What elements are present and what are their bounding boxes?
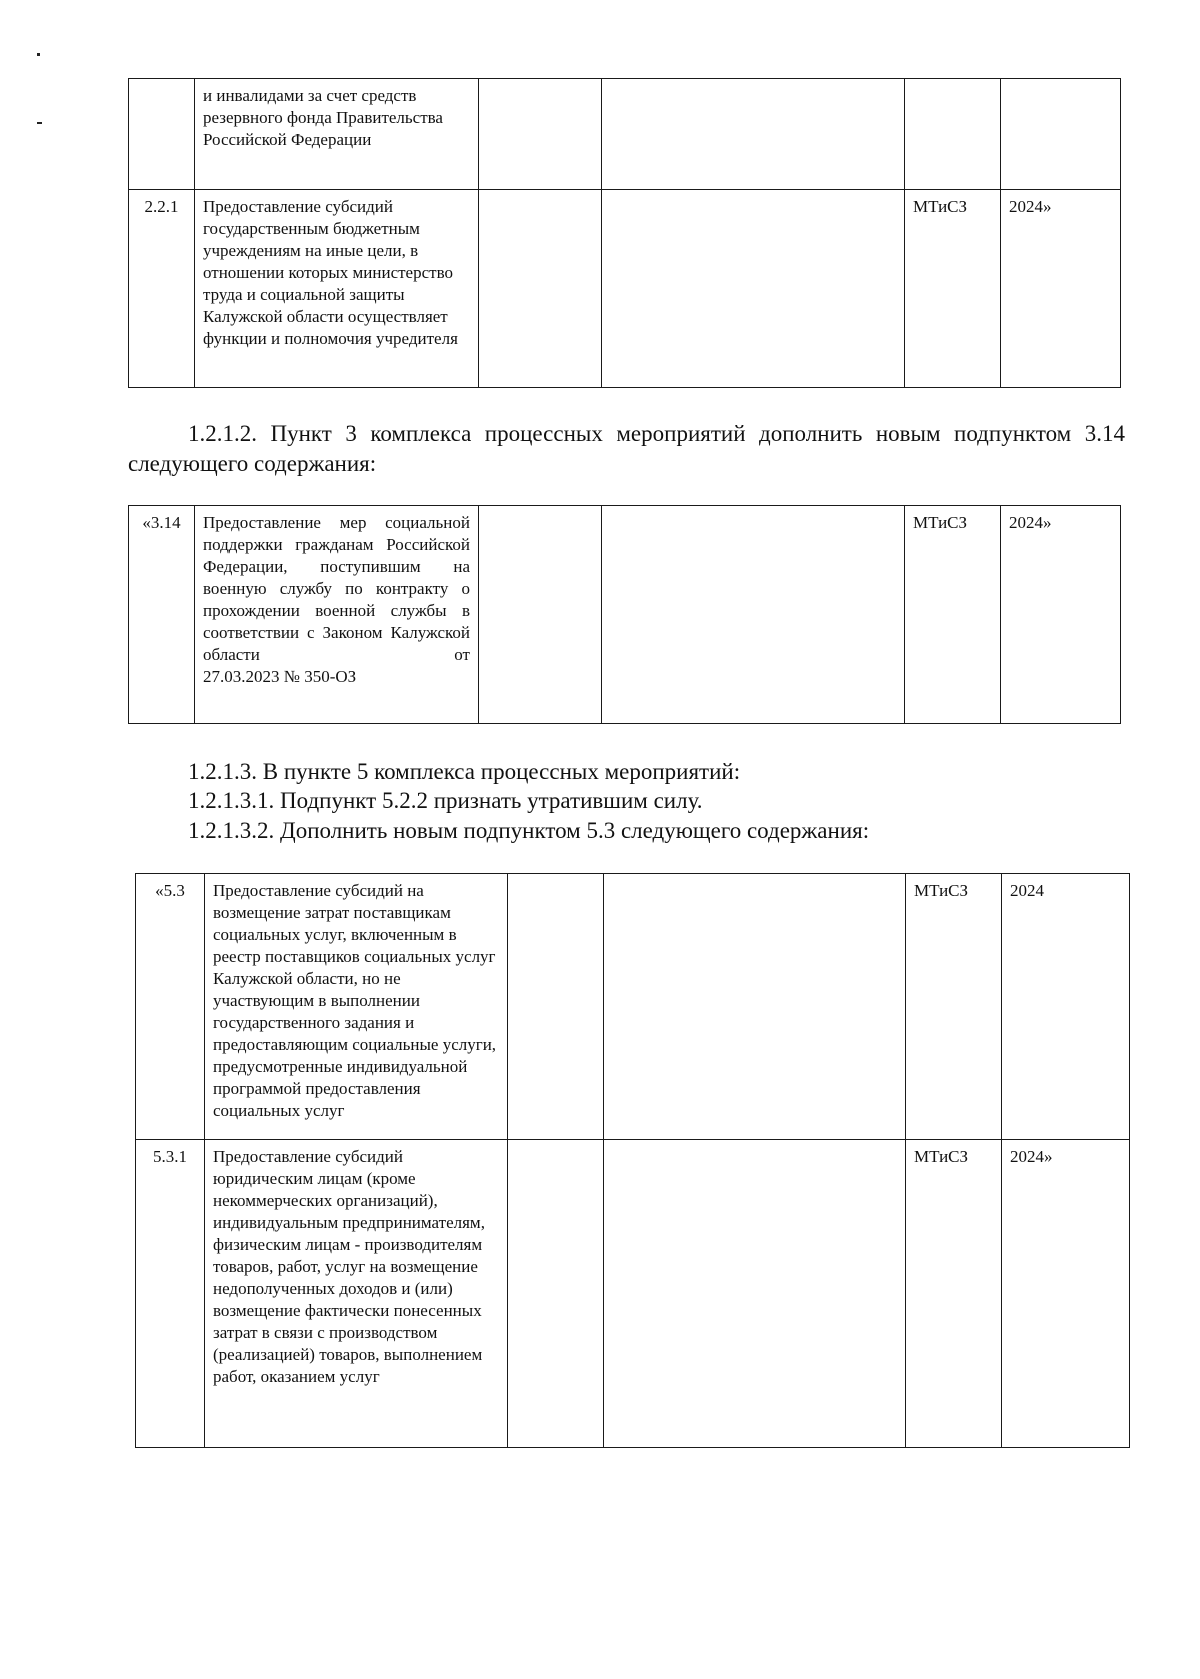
- table-row: [136, 1140, 1130, 1448]
- row-cell-3: [479, 79, 602, 190]
- table-item-3-14: [128, 505, 1121, 724]
- table-row: [129, 79, 1121, 190]
- paragraph-1-2-1-3: 1.2.1.3. В пункте 5 комплекса процессных мероприятий:: [188, 759, 741, 784]
- paragraph-1-2-1-2: 1.2.1.2. Пункт 3 комплекса процессных мероприятий дополнить новым подпунктом 3.14 следующего содержания:: [128, 421, 1125, 476]
- row-description-body: Предоставление мер социальной поддержки гражданам Российской Федерации, поступившим на военную службу по контракту о прохождении военной службы в соответствии с Законом Калужской области от: [203, 513, 470, 664]
- row-cell-4: [604, 1140, 906, 1448]
- row-number: 5.3.1: [136, 1140, 205, 1448]
- row-number: [129, 79, 195, 190]
- row-year: 2024: [1002, 874, 1130, 1140]
- row-executor: МТиСЗ: [906, 874, 1002, 1140]
- row-number: 2.2.1: [129, 190, 195, 388]
- row-number: «5.3: [136, 874, 205, 1140]
- row-description: Предоставление субсидий государственным бюджетным учреждениям на иные цели, в отношении которых министерство труда и социальной защиты Калужской области осуществляет функции и полномочия учредителя: [195, 190, 479, 388]
- scan-mark-dash: [37, 122, 42, 124]
- row-executor: МТиСЗ: [906, 1140, 1002, 1448]
- table-section-2-2: [128, 78, 1121, 388]
- scan-mark-dot: [37, 53, 40, 56]
- row-year: 2024»: [1001, 190, 1121, 388]
- paragraph-1-2-1-3-2: 1.2.1.3.2. Дополнить новым подпунктом 5.3 следующего содержания:: [188, 818, 870, 843]
- row-cell-3: [479, 190, 602, 388]
- row-description: Предоставление субсидий на возмещение затрат поставщикам социальных услуг, включенным в реестр поставщиков социальных услуг Калужской области, но не участвующим в выполнении государственного задания и предоставляющим социальные услуги, предусмотренные индивидуальной программой предоставления социальных услуг: [205, 874, 508, 1140]
- row-cell-3: [479, 506, 602, 724]
- row-cell-4: [602, 190, 905, 388]
- row-year: [1001, 79, 1121, 190]
- row-executor: МТиСЗ: [905, 506, 1001, 724]
- row-year: 2024»: [1002, 1140, 1130, 1448]
- row-cell-3: [508, 874, 604, 1140]
- row-cell-3: [508, 1140, 604, 1448]
- table-row: [129, 190, 1121, 388]
- row-year: 2024»: [1001, 506, 1121, 724]
- row-executor: МТиСЗ: [905, 190, 1001, 388]
- row-description: и инвалидами за счет средств резервного фонда Правительства Российской Федерации: [195, 79, 479, 190]
- table-row: [136, 874, 1130, 1140]
- row-description-last-line: 27.03.2023 № 350-ОЗ: [203, 667, 357, 686]
- row-cell-4: [604, 874, 906, 1140]
- row-number: «3.14: [129, 506, 195, 724]
- row-description: Предоставление субсидий юридическим лицам (кроме некоммерческих организаций), индивидуальным предпринимателям, физическим лицам - производителям товаров, работ, услуг на возмещение недополученных доходов и (или) возмещение фактически понесенных затрат в связи с производством (реализацией) товаров, выполнением работ, оказанием услуг: [205, 1140, 508, 1448]
- row-executor: [905, 79, 1001, 190]
- table-row: [129, 506, 1121, 724]
- row-cell-4: [602, 506, 905, 724]
- paragraph-1-2-1-3-1: 1.2.1.3.1. Подпункт 5.2.2 признать утратившим силу.: [188, 788, 703, 813]
- table-item-5-3: [135, 873, 1130, 1448]
- row-cell-4: [602, 79, 905, 190]
- row-description: [195, 506, 479, 724]
